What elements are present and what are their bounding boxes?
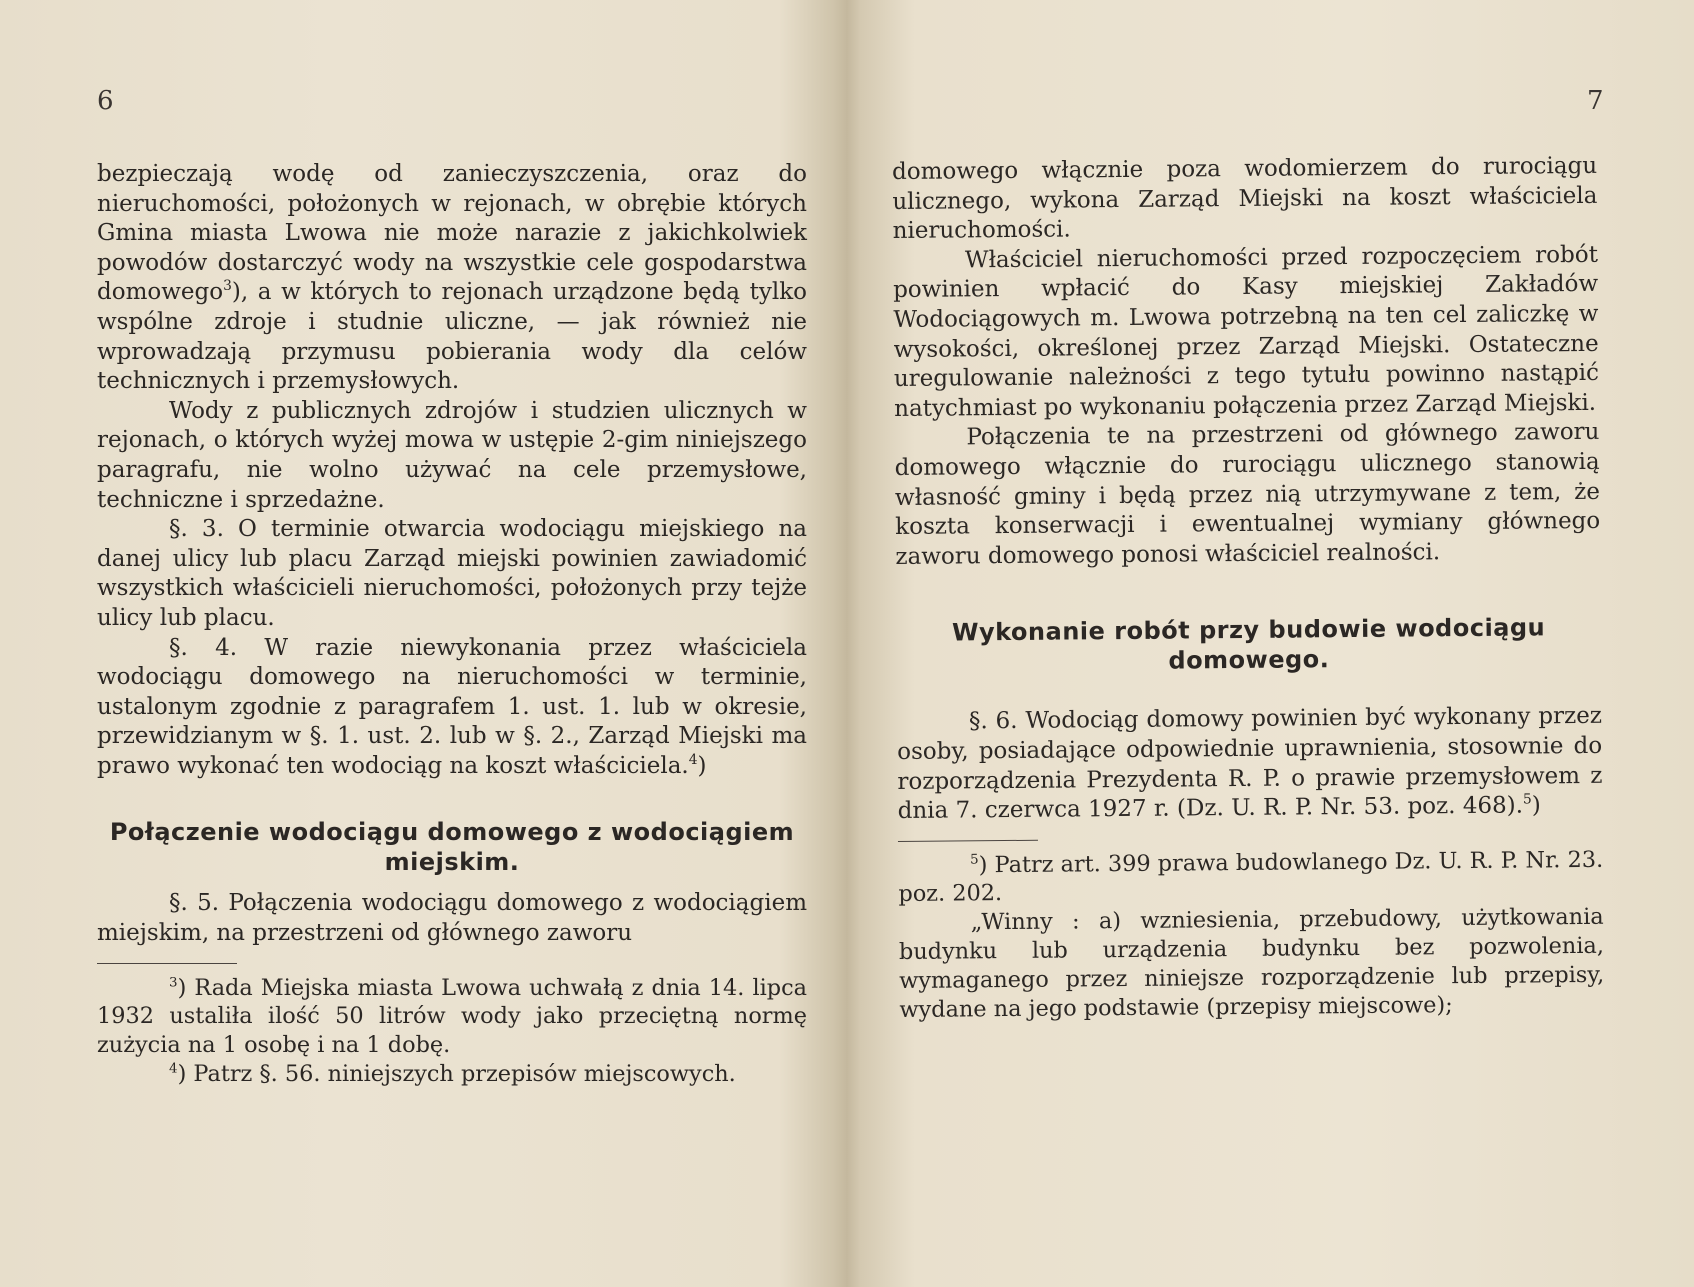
paragraph: §. 5. Połączenia wodociągu domowego z wodociągiem miejskim, na przestrzeni od głównego zaworu [97, 890, 807, 947]
paragraph-text: bezpieczają wodę od zanieczyszczenia, oraz do nieruchomości, położonych w rejonach, w obrębie których Gmina miasta Lwowa nie może narazie z jakichkolwiek powodów dostarczyć wody na wszystkie cele gospodarstwa domowego [97, 161, 807, 306]
footnote-text: „Winny : a) wzniesienia, przebudowy, użytkowania budynku lub urządzenia budynku bez pozwolenia, wymaganego przez niniejsze rozporządzenie lub przepisy, wydane na jego podstawie (przepisy miejscowe); [898, 904, 1605, 1023]
footnote-text: ) Rada Miejska miasta Lwowa uchwałą z dnia 14. lipca 1932 ustaliła ilość 50 litrów wody jako przeciętną normę zużycia na 1 osobę i na 1 dobę. [97, 974, 807, 1059]
footnote-mark: 4 [169, 1061, 178, 1077]
footnote-mark: 5 [970, 852, 979, 868]
footnote-text: ) Patrz §. 56. niniejszych przepisów miejscowych. [177, 1061, 736, 1088]
paragraph: Właściciel nieruchomości przed rozpoczęciem robót powinien wpłacić do Kasy miejskiej Zakładów Wodociągowych m. Lwowa potrzebną na ten cel zaliczkę w wysokości, określonej przez Zarząd Miejski. Ostateczne uregulowanie należności z tego tytułu powinno nastąpić natychmiast po wykonaniu połączenia przez Zarząd Miejski. [893, 241, 1600, 422]
footnote-divider [898, 839, 1038, 841]
footnote-divider [97, 963, 237, 964]
footnote [899, 903, 1605, 1024]
section-heading: Połączenie wodociągu domowego z wodociągiem miejskim. [109, 818, 795, 877]
footnotes [97, 974, 807, 1089]
paragraph: Wody z publicznych zdrojów i studzien ulicznych w rejonach, o których wyżej mowa w ustępie 2-gim niniejszego paragrafu, nie wolno używać na cele przemysłowe, techniczne i sprzedażne. [97, 397, 807, 513]
footnote-text: ) Patrz art. 399 prawa budowlanego Dz. U. R. P. Nr. 23. poz. 202. [898, 846, 1604, 908]
footnote-ref: 3 [223, 278, 232, 295]
paragraph [97, 160, 807, 397]
paragraph: Połączenia te na przestrzeni od głównego zaworu domowego włącznie do rurociągu ulicznego stanowią własność gminy i będą przez nią utrzymywane z tem, że koszta konserwacji i ewentualnej wymiany głównego zaworu domowego ponosi właściciel realności. [894, 419, 1601, 570]
page-number: 7 [1587, 86, 1604, 116]
paragraph: §. 4. W razie niewykonania przez właściciela wodociągu domowego na nieruchomości w terminie, ustalonym zgodnie z paragrafem 1. ust. 1. lub w okresie, przewidzianym w §. 1. ust. 2. lub w §. 2., Zarząd Miejski ma prawo wykonać ten wodociąg na koszt właściciela.$^4$) [97, 634, 807, 779]
paragraph-text: ), a w których to rejonach urządzone będą tylko wspólne zdroje i studnie uliczne, — jak również nie wprowadzają przymusu pobierania wody dla celów technicznych i przemysłowych. [97, 279, 807, 395]
left-page [0, 0, 845, 1287]
paragraph: domowego włącznie poza wodomierzem do rurociągu ulicznego, wykona Zarząd Miejski na koszt właściciela nieruchomości. [892, 152, 1598, 245]
paragraph-text: §. 4. W razie niewykonania przez właściciela wodociągu domowego na nieruchomości w terminie, ustalonym zgodnie z paragrafem 1. ust. 1. lub w okresie, przewidzianym w §. 1. ust. 2. lub w §. 2., Zarząd Miejski ma prawo wykonać ten wodociąg na koszt właściciela. [97, 634, 807, 779]
page-body [97, 160, 807, 1089]
paragraph: §. 3. O terminie otwarcia wodociągu miejskiego na danej ulicy lub placu Zarząd miejski powinien zawiadomić wszystkich właścicieli nieruchomości, położonych przy tejże ulicy lub placu. [97, 516, 807, 631]
footnote [97, 1060, 807, 1089]
paragraph-text: §. 6. Wodociąg domowy powinien być wykonany przez osoby, posiadające odpowiednie uprawnienia, stosownie do rozporządzenia Prezydenta R. P. o prawie przemysłowem z dnia 7. czerwca 1927 r. (Dz. U. R. P. Nr. 53. poz. 468). [897, 703, 1603, 825]
footnote-mark: 3 [169, 974, 178, 990]
footnote [97, 974, 807, 1060]
page-body [892, 152, 1605, 1025]
footnote-ref: 4 [688, 751, 698, 768]
paragraph: §. 6. Wodociąg domowy powinien być wykonany przez osoby, posiadające odpowiednie uprawnienia, stosownie do rozporządzenia Prezydenta R. P. o prawie przemysłowem z dnia 7. czerwca 1927 r. (Dz. U. R. P. Nr. 53. poz. 468).$^5$) [897, 703, 1603, 825]
section-heading: Wykonanie robót przy budowie wodociągu domowego. [951, 613, 1546, 675]
footnote-ref: 5 [1522, 791, 1532, 808]
page-number: 6 [97, 86, 114, 116]
footnote [898, 846, 1603, 910]
right-page [847, 0, 1694, 1287]
footnotes [898, 846, 1604, 1025]
